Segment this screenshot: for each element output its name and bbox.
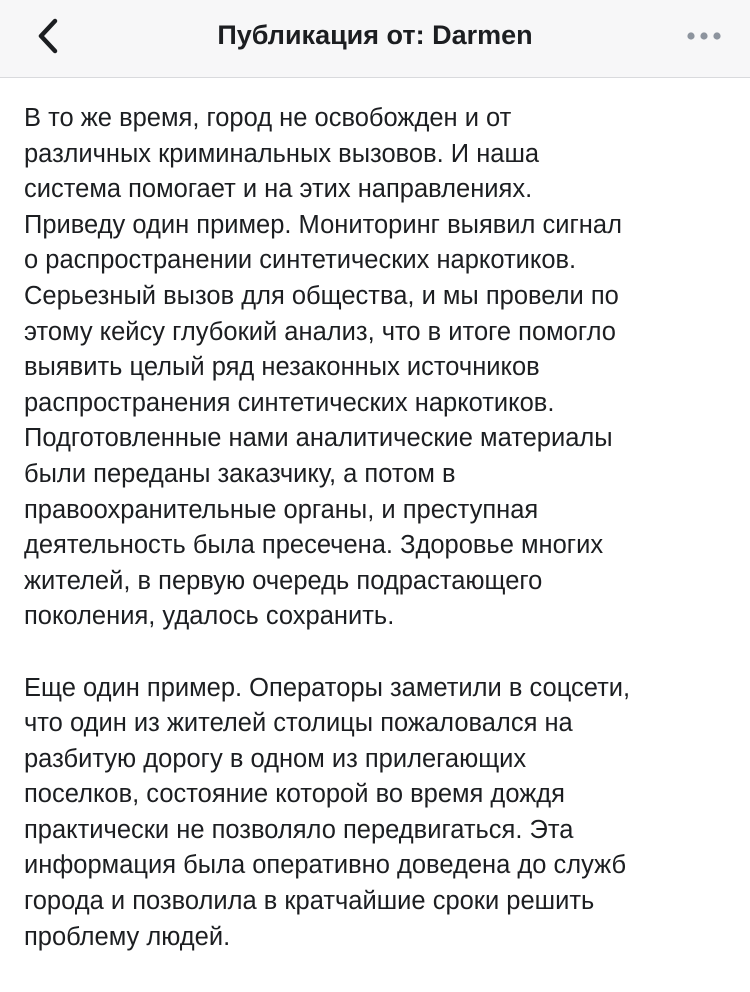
text-line: о распространении синтетических наркотиков. (24, 246, 577, 275)
text-line: Подготовленные нами аналитические материалы (24, 424, 613, 453)
text-line: практически не позволяло передвигаться. Эта (24, 815, 574, 844)
text-line: города и позволила в кратчайшие сроки решить (24, 887, 595, 916)
text-line: были переданы заказчику, а потом в (24, 459, 456, 488)
text-line: правоохранительные органы, и преступная (24, 495, 539, 524)
post-paragraph-1 (24, 78, 726, 635)
text-line: информация была оперативно доведена до служб (24, 851, 627, 880)
text-line: различных криминальных вызовов. И наша (24, 139, 540, 168)
more-options-button[interactable] (682, 16, 726, 56)
top-nav-bar (0, 0, 750, 78)
text-line: Серьезный вызов для общества, и мы провели по (24, 281, 619, 310)
text-line: что один из жителей столицы пожаловался на (24, 709, 573, 738)
text-line: поколения, удалось сохранить. (24, 602, 395, 631)
text-line: деятельность была пресечена. Здоровье многих (24, 531, 604, 560)
text-line: распространения синтетических наркотиков. (24, 388, 555, 417)
text-line: Еще один пример. Операторы заметили в соцсети, (24, 673, 631, 702)
text-line: проблему людей. (24, 922, 231, 951)
text-line: жителей, в первую очередь подрастающего (24, 566, 543, 595)
page-title: Публикация от: Darmen (217, 20, 533, 50)
text-line: этому кейсу глубокий анализ, что в итоге помогло (24, 317, 616, 346)
text-line: выявить целый ряд незаконных источников (24, 353, 540, 382)
more-horizontal-icon (686, 31, 722, 41)
post-body (0, 78, 750, 955)
text-line: система помогает и на этих направлениях. (24, 175, 533, 204)
text-line: В то же время, город не освобожден и от (24, 104, 512, 132)
text-line: поселков, состояние которой во время дождя (24, 780, 565, 809)
text-line: Приведу один пример. Мониторинг выявил сигнал (24, 210, 622, 239)
post-paragraph-2 (24, 671, 726, 956)
text-line: разбитую дорогу в одном из прилегающих (24, 744, 527, 773)
